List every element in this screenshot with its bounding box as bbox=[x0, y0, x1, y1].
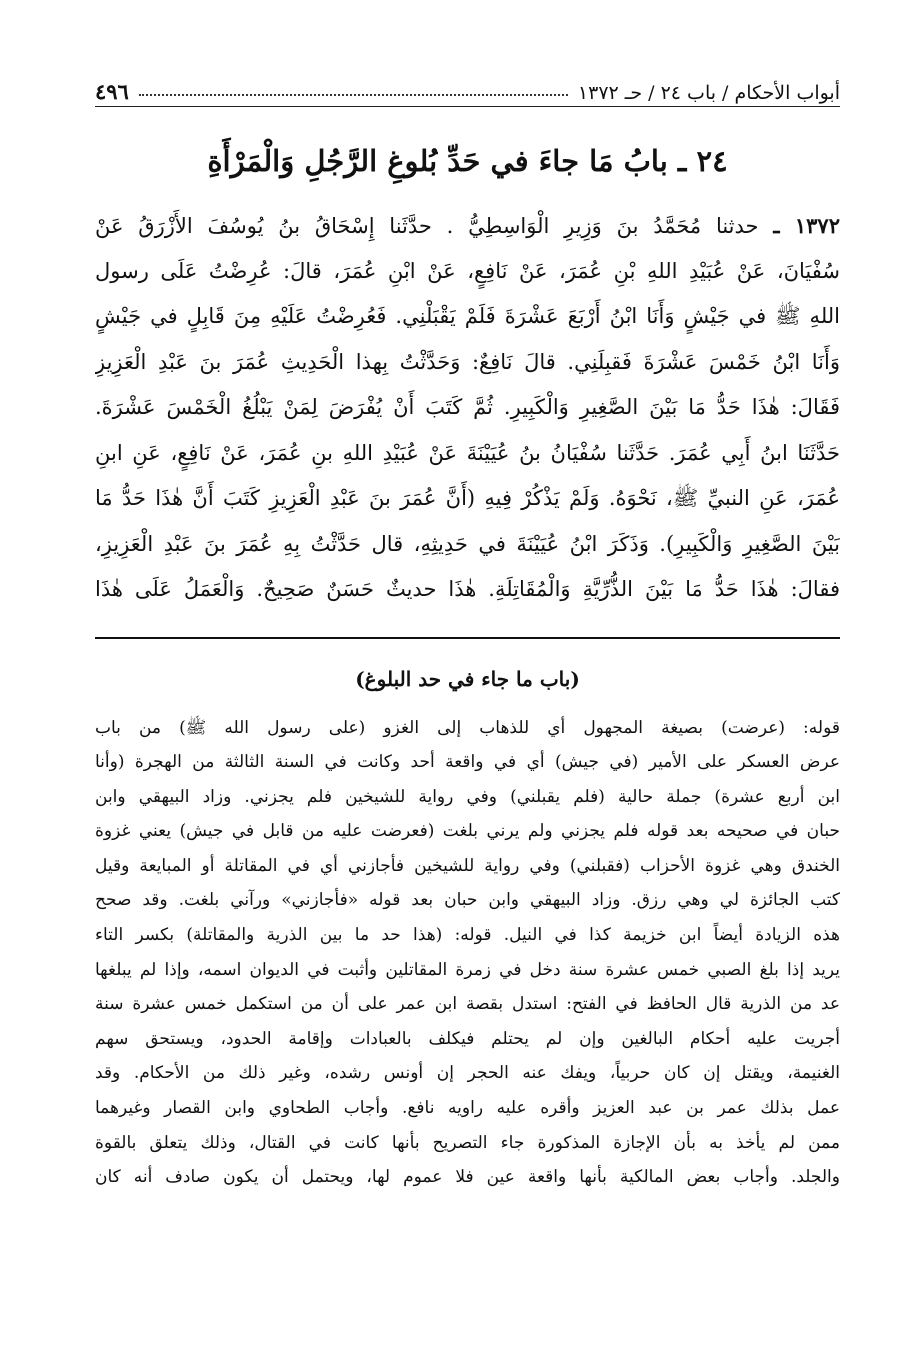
section-divider bbox=[95, 637, 840, 639]
commentary-line: والجلد. وأجاب بعض المالكية بأنها واقعة عين فلا عموم لها، ويحتمل أن يكون صادف أنه كان bbox=[95, 1167, 840, 1188]
commentary-line: عمل بذلك عمر بن عبد العزيز وأقره عليه راويه نافع. وأجاب الطحاوي وابن القصار وغيرهما bbox=[95, 1098, 840, 1119]
commentary-title: (باب ما جاء في حد البلوغ) bbox=[355, 666, 580, 691]
hadith-line: فقالَ: هٰذَا حَدُّ مَا بَيْنَ الذُّرِّيَّةِ وَالْمُقَاتِلَةِ. هٰذَا حديثٌ حَسَنٌ صَحِيحٌ. وَالْعَمَلُ عَلَى هٰذَا bbox=[95, 577, 840, 601]
header-reference: أبواب الأحكام / باب ٢٤ / حـ ١٣٧٢ bbox=[577, 82, 840, 104]
commentary-line: أجريت عليه أحكام البالغين وإن لم يحتلم فيكلف بالعبادات وإقامة الحدود، ويستحق سهم bbox=[95, 1028, 840, 1049]
header-dot-leader bbox=[139, 94, 568, 96]
commentary-line: يريد إذا بلغ الصبي خمس عشرة سنة دخل في زمرة المقاتلين وأثبت في الديوان اسمه، وإذا لم يبلغها bbox=[95, 959, 840, 980]
commentary-text bbox=[95, 711, 840, 1195]
commentary-line: كتب الجائزة لي وهي رزق. وزاد البيهقي وابن حبان بعد قوله «فأجازني» ورآني بلغت. وقد صحح bbox=[95, 890, 840, 911]
commentary-line: الغنيمة، ويقتل إن كان حربياً، ويفك عنه الحجر إن أونس رشده، وغير ذلك من الأحكام. وقد bbox=[95, 1063, 840, 1084]
commentary-line: عد من الذرية قال الحافظ في الفتح: استدل بقصة ابن عمر على أن من استكمل خمس عشرة سنة bbox=[95, 994, 840, 1015]
commentary-line: حبان في صحيحه بعد قوله فلم يجزني ولم يرني بلغت (فعرضت عليه من قابل في جيش) يعني غزوة bbox=[95, 821, 840, 842]
commentary-line: قوله: (عرضت) بصيغة المجهول أي للذهاب إلى الغزو (على رسول الله ﷺ) من باب bbox=[95, 717, 840, 738]
hadith-line: فَقَالَ: هٰذَا حَدُّ مَا بَيْنَ الصَّغِيرِ وَالْكَبِيرِ. ثُمَّ كَتَبَ أَنْ يُفْرَضَ لِمَنْ يَبْلُغُ الْخَمْسَ عَشْرَةَ. bbox=[95, 395, 840, 419]
hadith-line: عُمَرَ، عَنِ النبيِّ ﷺ، نَحْوَهُ. وَلَمْ يَذْكُرْ فِيهِ (أَنَّ عُمَرَ بنَ عَبْدِ الْعَزِيزِ كَتَبَ أَنَّ هٰذَا حَدُّ مَا bbox=[95, 486, 840, 510]
hadith-number: ١٣٧٢ ـ bbox=[773, 213, 840, 238]
page-number: ٤٩٦ bbox=[95, 79, 129, 104]
hadith-line: وَأَنَا ابْنُ خَمْسَ عَشْرَةَ فَقبِلَنِي. قالَ نَافِعٌ: وَحَدَّثْتُ بِهذا الْحَدِيثِ عُمَرَ بنَ عَبْدِ الْعَزِيزِ bbox=[95, 349, 840, 374]
commentary-line: هذه الزيادة أيضاً ابن خزيمة كذا في النيل. قوله: (هذا حد ما بين الذرية والمقاتلة) بكسر التاء bbox=[95, 925, 840, 946]
commentary-line: ابن أربع عشرة) جملة حالية (فلم يقبلني) وفي رواية للشيخين فلم يجزني. وزاد البيهقي وابن bbox=[95, 786, 840, 807]
hadith-line: سُفْيَانَ، عَنْ عُبَيْدِ اللهِ بْنِ عُمَرَ، عَنْ نَافِعٍ، عَنْ ابْنِ عُمَرَ، قالَ: عُرِضْتُ عَلَى رسول bbox=[95, 258, 840, 283]
hadith-line: بَيْنَ الصَّغِيرِ وَالْكَبِيرِ). وَذَكَرَ ابْنُ عُيَيْنَةَ في حَدِيثِهِ، قال حَدَّثْتُ بِهِ عُمَرَ بنَ عَبْدِ الْعَزِيزِ، bbox=[95, 531, 840, 556]
hadith-line: حَدَّثَنَا ابنُ أَبِي عُمَرَ. حَدَّثَنا سُفْيَانُ بنُ عُيَيْنَةَ عَنْ عُبَيْدِ اللهِ بنِ عُمَرَ، عَنْ نَافِعٍ، عَنِ ابنِ bbox=[95, 440, 840, 465]
commentary-line: عرض العسكر على الأمير (في جيش) أي في واقعة أحد وكانت في السنة الثالثة من الهجرة (وأنا bbox=[95, 752, 840, 773]
hadith-line: اللهِ ﷺ في جَيْشٍ وَأَنَا ابْنُ أَرْبَعَ عَشْرَةَ فَلَمْ يَقْبَلْنِي. فَعُرِضْتُ عَلَيْهِ مِنَ قَابِلٍ في جَيْشٍ bbox=[95, 304, 840, 328]
book-page bbox=[95, 70, 840, 1195]
hadith-text bbox=[95, 203, 840, 613]
running-header bbox=[95, 70, 840, 107]
chapter-title: ٢٤ ـ بابُ مَا جاءَ في حَدِّ بُلوغِ الرَّجُلِ وَالْمَرْأَةِ bbox=[207, 144, 728, 178]
commentary-line: الخندق وهي غزوة الأحزاب (فقبلني) وفي رواية للشيخين فأجازني أي في المقاتلة أو المبايعة وقيل bbox=[95, 855, 840, 876]
commentary-line: ممن لم يأخذ به بأن الإجازة المذكورة جاء التصريح بأنها كانت في القتال، وذلك يتعلق بالقوة bbox=[95, 1132, 840, 1153]
hadith-line: ١٣٧٢ ـ حدثنا مُحَمَّدُ بنَ وَزِيرِ الْوَاسِطِيُّ . حدَّثَنا إِسْحَاقُ بنُ يُوسُفَ الأَزْرَقُ عَنْ bbox=[95, 213, 840, 238]
